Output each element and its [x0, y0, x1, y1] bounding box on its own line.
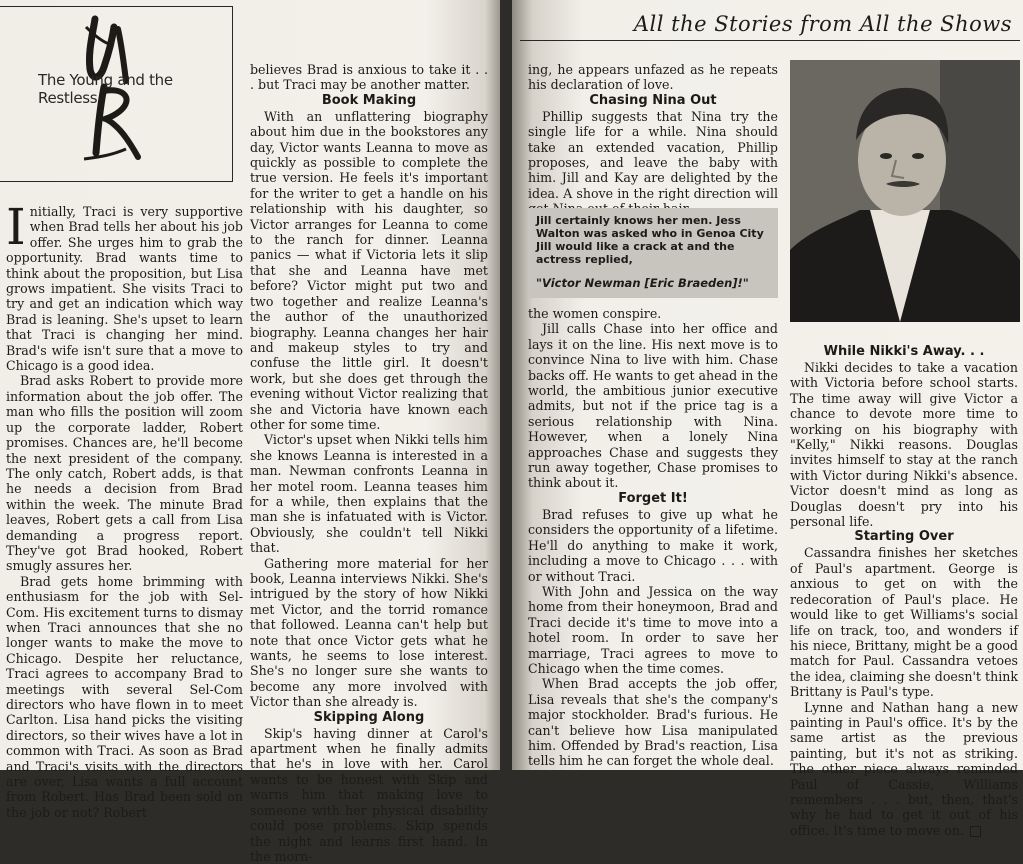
paragraph: Initially, Traci is very supportive when Brad tells her about his job offer. She urges him to grab the opportunity. Brad wants time to think about the proposition, but Lisa grows impatient. She visits Traci to try and get an indication which way Brad is leaning. She's upset to learn that Traci is changing her mind. Brad's wife isn't sure that a move to Chicago is a good idea.	[6, 198, 243, 374]
paragraph: With an unflattering biography about him due in the bookstores any day, Victor wants Leanna to move as quickly as possible to complete the true version. He feels it's important for the writer to get a handle on his relationship with his daughter, so Victor arranges for Leanna to come to the ranch for dinner. Leanna panics — what if Victoria lets it slip that she and Leanna have met before? Victor might put two and two together and realize Leanna's the author of the unauthorized biography. Leanna changes her hair and makeup styles to try and confuse the little girl. It doesn't work, but she does get through the evening without Victor realizing that she and Victoria have known each other for some time.	[250, 108, 488, 432]
section-heading: Skipping Along	[313, 709, 425, 725]
running-header-text: All the Stories from All the Shows	[633, 12, 1012, 36]
paragraph: Skip's having dinner at Carol's apartment when he finally admits that he's in love with her. Carol wants to be honest with Skip and warns him that making love to someone with her physical disability could pose problems. Skip spends the night and learns first hand. In the morn-	[250, 725, 488, 864]
paragraph: Victor's upset when Nikki tells him she knows Leanna is interested in a man. Newman confronts Leanna in her motel room. Leanna teases him for a while, then explains that the man she is infatuated with is Victor. Obviously, she couldn't tell Nikki that.	[250, 432, 488, 556]
pull-quote-text: Jill certainly knows her men. Jess Walton was asked who in Genoa City Jill would like a crack at and the actress replied,	[536, 214, 764, 266]
right-column-2	[790, 344, 1018, 838]
paragraph: Gathering more material for her book, Leanna interviews Nikki. She's intrigued by the story of how Nikki met Victor, and the torrid romance that followed. Leanna can't help but note that once Victor gets what he wants, he seems to lose interest. She's no longer sure she wants to become any more involved with Victor than she already is.	[250, 555, 488, 710]
paragraph: Cassandra finishes her sketches of Paul's apartment. George is anxious to get on with the redecoration of Paul's place. He would like to get Williams's social life on track, too, and wonders if his niece, Brittany, might be a good match for Paul. Cassandra vetoes the idea, claiming she doesn't think Brittany is Paul's type.	[790, 545, 1018, 700]
section-heading: Book Making	[321, 92, 417, 108]
portrait-photo-icon	[790, 60, 1020, 322]
paragraph: the women conspire.	[528, 306, 662, 321]
paragraph: Brad asks Robert to provide more information about the job offer. The man who fills the position will zoom up the corporate ladder, Robert promises. Chances are, he'll become the next president of the company. The only catch, Robert adds, is that he needs a decision from Brad within the week. The minute Brad leaves, Robert gets a call from Lisa demanding a progress report. They've got Brad hooked, Robert smugly assures her.	[6, 373, 243, 574]
paragraph: With John and Jessica on the way home from their honeymoon, Brad and Traci decide it's time to move into a hotel room. In order to save her marriage, Traci agrees to move to Chicago when the time comes.	[528, 583, 778, 676]
end-mark-icon	[970, 826, 981, 837]
left-column-2	[250, 62, 488, 864]
show-title: The Young and the Restless	[38, 71, 173, 107]
section-heading: Chasing Nina Out	[589, 92, 717, 108]
section-heading: While Nikki's Away. . .	[823, 344, 985, 359]
right-page	[512, 0, 1023, 838]
paragraph: believes Brad is anxious to take it . . . but Traci may be another matter.	[250, 62, 488, 93]
paragraph: Jill calls Chase into her office and lays it on the line. His next move is to convince Nina to live with him. Chase backs off. He wants to get ahead in the world, the ambitious junior executive admits, but not if the price tag is a serious relationship with Nina. However, when a lonely Nina approaches Chase and suggests they run away together, Chase promises to think about it.	[528, 321, 778, 491]
paragraph: Lynne and Nathan hang a new painting in Paul's office. It's by the same artist as the previous painting, but it's not as striking. The other piece always reminded Paul of Cassie, Williams remembers . . . but, then, that's why he had to get it out of his office. It's time to move on.	[790, 699, 1018, 838]
drop-cap: I	[6, 198, 26, 256]
paragraph: Brad refuses to give up what he considers the opportunity of a lifetime. He'll do anything to make it work, including a move to Chicago . . . with or without Traci.	[528, 506, 778, 584]
paragraph: Nikki decides to take a vacation with Victoria before school starts. The time away will give Victor a chance to devote more time to working on his biography with "Kelly," Nikki reasons. Douglas invites himself to stay at the ranch with Victor during Nikki's absence. Victor doesn't mind as long as Douglas doesn't pry into his personal life.	[790, 360, 1018, 530]
paragraph: ing, he appears unfazed as he repeats his declaration of love.	[528, 62, 778, 93]
paragraph: Brad gets home brimming with enthusiasm for the job with Sel-Com. His excitement turns to dismay when Traci announces that she no longer wants to make the move to Chicago. Despite her reluctance, Traci agrees to accompany Brad to meetings with several Sel-Com directors who have flown in to meet Carlton. Lisa hand picks the visiting directors, so their wives have a lot in common with Traci. As soon as Brad and Traci's visits with the directors are over, Lisa wants a full account from Robert. Has Brad been sold on the job or not? Robert	[6, 573, 243, 820]
pull-quote-box	[528, 208, 778, 298]
right-column-1-top	[528, 62, 778, 217]
actor-photo	[790, 60, 1020, 322]
left-column-1	[6, 198, 243, 820]
paragraph: Phillip suggests that Nina try the single life for a while. Nina should take an extended vacation, Phillip proposes, and leave the baby with him. Jill and Kay are delighted by the idea. A shove in the right direction will	[528, 108, 778, 201]
running-header	[520, 8, 1020, 41]
paragraph: When Brad accepts the job offer, Lisa reveals that she's the company's major stockholder. Brad's furious. He can't believe how Lisa manipulated him. Offended by Brad's reaction, Lisa tells him he can forget the whole deal.	[528, 676, 778, 769]
section-heading: Starting Over	[854, 529, 954, 545]
right-column-1-bottom	[528, 306, 778, 769]
section-heading: Forget It!	[618, 490, 688, 506]
show-logo-box	[0, 6, 233, 182]
left-page	[0, 0, 500, 864]
pull-quote-highlight: "Victor Newman [Eric Braeden]!"	[536, 276, 749, 290]
